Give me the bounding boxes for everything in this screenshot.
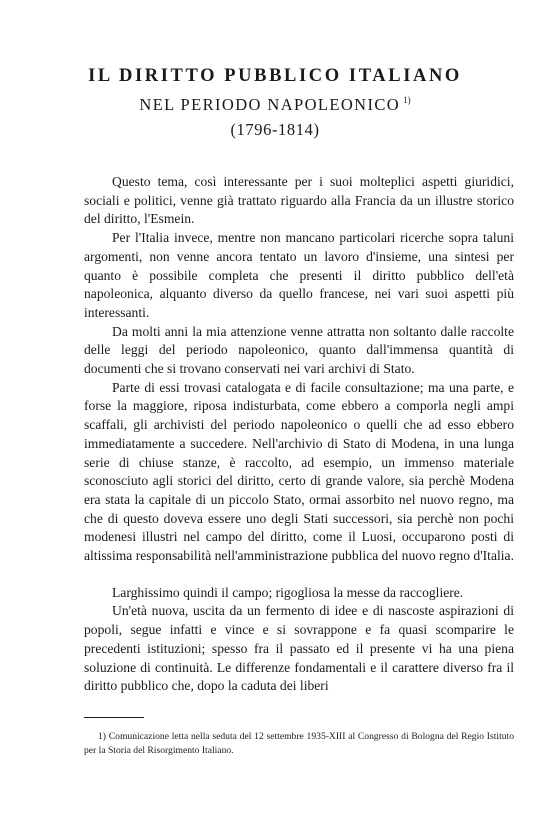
paragraph: Questo tema, così interessante per i suoi molteplici aspetti giuridici, sociali e politici, venne già trattato riguardo alla Francia da un illustre storico del diritto, l'Esmein.: [84, 174, 514, 227]
paragraph: Larghissimo quindi il campo; rigogliosa la messe da raccogliere.: [112, 584, 464, 600]
title-date-range: (1796-1814): [230, 120, 320, 139]
paragraph: Per l'Italia invece, mentre non mancano particolari ricerche sopra taluni argomenti, non venne ancora tentato un lavoro d'insieme, una sintesi per quanto è possibile completa che presenti il diritto pubblico dell'età napoleonica, alquanto diverso da quello francese, nei vari suoi aspetti più interessanti.: [84, 230, 514, 320]
footnote-reference[interactable]: 1): [403, 95, 411, 105]
paragraph: Parte di essi trovasi catalogata e di facile consultazione; ma una parte, e forse la maggiore, riposa indisturbata, come ebbero a comporla negli ampi scaffali, gli archivisti del periodo napoleonico o quelli che ad esso ebbero immediatamente a succedere. Nell'archivio di Stato di Modena, in una lunga serie di chiuse stanze, è raccolto, ad esempio, un immenso materiale sconosciuto agli storici del diritto, certo di grande valore, sia perchè Modena era stata la capitale di un piccolo Stato, ormai assorbito nel nuovo regno, ma che di questo doveva essere uno degli Stati successori, sia perchè non pochi modenesi illustri nel campo del diritto, come il Luosi, occuparono posti di altissima responsabilità nell'amministrazione pubblica del nuovo regno d'Italia.: [84, 379, 514, 564]
title-line-1: IL DIRITTO PUBBLICO ITALIANO: [88, 66, 462, 86]
title-line-2-text: NEL PERIODO NAPOLEONICO: [139, 95, 401, 114]
title-line-2: [0, 88, 550, 117]
paragraph: Da molti anni la mia attenzione venne attratta non soltanto dalle raccolte delle leggi del periodo napoleonico, quanto dall'immensa quantità di documenti che si trovano conservati nei vari archivi di Stato.: [84, 323, 514, 377]
footnote-divider: [84, 717, 144, 718]
body-text: [84, 173, 514, 696]
paragraph: Un'età nuova, uscita da un fermento di idee e di nascoste aspirazioni di popoli, segue infatti e vince e si sovrappone e fa quasi scomparire le precedenti istituzioni; spesso fra il passato ed il presente vi ha una piena soluzione di continuità. Le differenze fondamentali e il carattere diverso fra il diritto pubblico che, dopo la caduta dei liberi: [84, 603, 514, 694]
title-block: [0, 64, 550, 143]
footnote-text: 1) Comunicazione letta nella seduta del 12 settembre 1935-XIII al Congresso di Bologna del Regio Istituto per la Storia del Risorgimento Italiano.: [84, 731, 514, 756]
